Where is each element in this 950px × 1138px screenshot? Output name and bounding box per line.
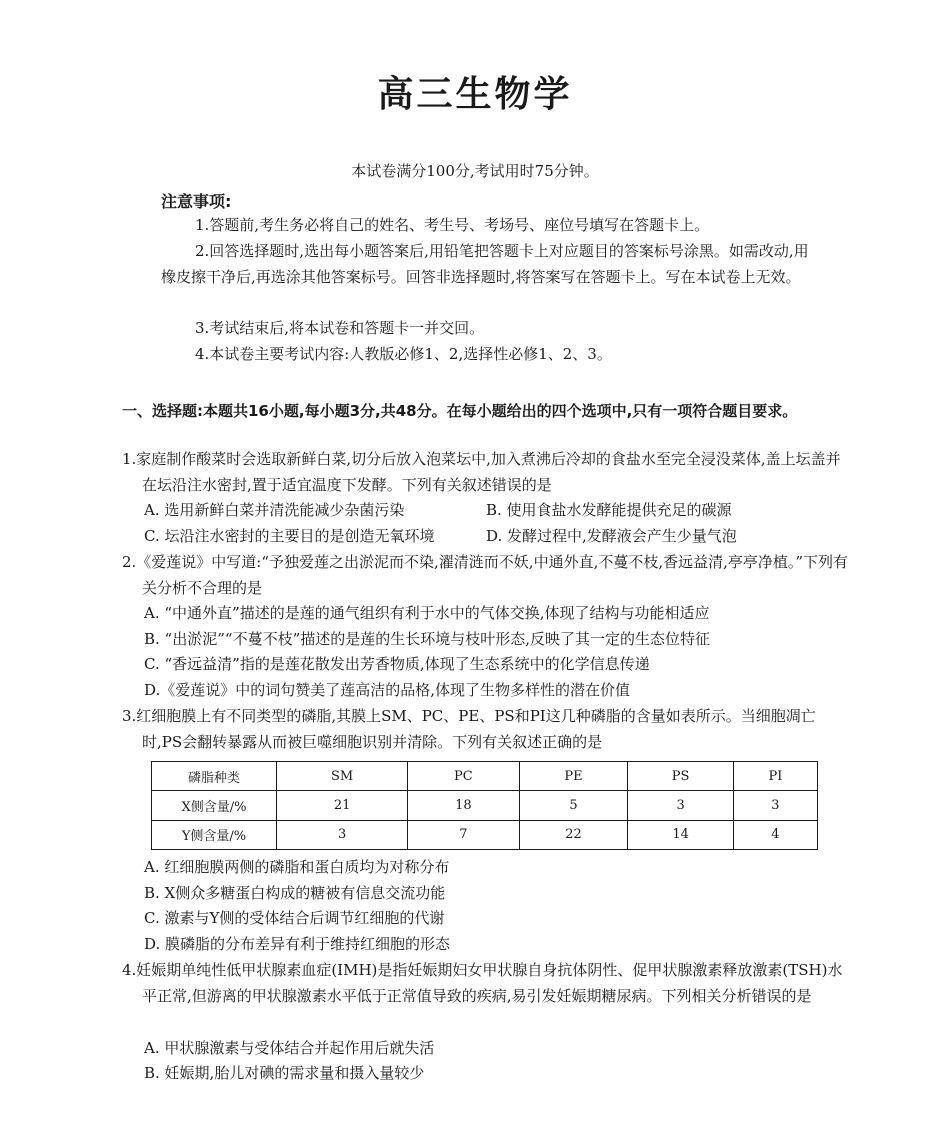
table-cell: 3 bbox=[733, 791, 817, 820]
table-cell: 21 bbox=[277, 791, 408, 820]
table-header-cell: SM bbox=[277, 762, 408, 791]
table-header-cell: PE bbox=[519, 762, 628, 791]
table-row-y bbox=[152, 820, 818, 849]
question-2-option-b: B. “出淤泥”“不蔓不枝”描述的是莲的生长环境与枝叶形态,反映了其一定的生态位特征 bbox=[144, 630, 711, 648]
question-3-option-d: D. 膜磷脂的分布差异有利于维持红细胞的形态 bbox=[144, 935, 451, 953]
notice-item-4: 4.本试卷主要考试内容:人教版必修1、2,选择性必修1、2、3。 bbox=[195, 345, 612, 363]
table-cell: 22 bbox=[519, 820, 628, 849]
notice-item-3: 3.考试结束后,将本试卷和答题卡一并交回。 bbox=[195, 319, 485, 337]
question-2-option-d: D.《爱莲说》中的词句赞美了莲高洁的品格,体现了生物多样性的潜在价值 bbox=[144, 681, 631, 699]
table-header-cell: 磷脂种类 bbox=[152, 762, 277, 791]
table-cell: 7 bbox=[408, 820, 519, 849]
notice-item-1: 1.答题前,考生务必将自己的姓名、考生号、考场号、座位号填写在答题卡上。 bbox=[195, 216, 710, 234]
question-3-stem: 3.红细胞膜上有不同类型的磷脂,其膜上SM、PC、PE、PS和PI这几种磷脂的含量如表所示。当细胞凋亡时,PS会翻转暴露从而被巨噬细胞识别并清除。下列有关叙述正确的是 bbox=[122, 707, 816, 751]
table-cell: 3 bbox=[628, 791, 733, 820]
table-row-x bbox=[152, 791, 818, 820]
section-heading: 一、选择题:本题共16小题,每小题3分,共48分。在每小题给出的四个选项中,只有一项符合题目要求。 bbox=[122, 402, 798, 420]
question-4-option-b: B. 妊娠期,胎儿对碘的需求量和摄入量较少 bbox=[144, 1064, 425, 1082]
table-header-cell: PS bbox=[628, 762, 733, 791]
table-header-row bbox=[152, 762, 818, 791]
table-cell: 18 bbox=[408, 791, 519, 820]
question-2-stem: 2.《爱莲说》中写道:“予独爱莲之出淤泥而不染,濯清涟而不妖,中通外直,不蔓不枝,香远益清,亭亭净植。”下列有关分析不合理的是 bbox=[122, 553, 849, 597]
notice-item-2: 2.回答选择题时,选出每小题答案后,用铅笔把答题卡上对应题目的答案标号涂黑。如需改动,用橡皮擦干净后,再选涂其他答案标号。回答非选择题时,将答案写在答题卡上。写在本试卷上无效。 bbox=[161, 242, 809, 286]
question-3-option-a: A. 红细胞膜两侧的磷脂和蛋白质均为对称分布 bbox=[144, 858, 450, 876]
phospholipid-table bbox=[151, 761, 818, 850]
question-2-option-a: A. “中通外直”描述的是莲的通气组织有利于水中的气体交换,体现了结构与功能相适应 bbox=[144, 604, 710, 622]
question-4-option-a: A. 甲状腺激素与受体结合并起作用后就失活 bbox=[144, 1039, 435, 1057]
table-cell: X侧含量/% bbox=[152, 791, 277, 820]
table-cell: 3 bbox=[277, 820, 408, 849]
table-header-cell: PI bbox=[733, 762, 817, 791]
question-1-option-c: C. 坛沿注水密封的主要目的是创造无氧环境 bbox=[144, 527, 435, 545]
question-3-option-b: B. X侧众多糖蛋白构成的糖被有信息交流功能 bbox=[144, 884, 446, 902]
question-4-stem: 4.妊娠期单纯性低甲状腺素血症(IMH)是指妊娠期妇女甲状腺自身抗体阴性、促甲状腺激素释放激素(TSH)水平正常,但游离的甲状腺激素水平低于正常值导致的疾病,易引发妊娠期糖尿病。下列相关分析错误的是 bbox=[122, 961, 843, 1005]
table-cell: 4 bbox=[733, 820, 817, 849]
question-2-option-c: C. “香远益清”指的是莲花散发出芳香物质,体现了生态系统中的化学信息传递 bbox=[144, 655, 650, 673]
question-1-option-a: A. 选用新鲜白菜并清洗能减少杂菌污染 bbox=[144, 501, 405, 519]
notice-heading: 注意事项: bbox=[161, 192, 232, 211]
page-title: 高三生物学 bbox=[377, 74, 573, 115]
table-cell: 14 bbox=[628, 820, 733, 849]
question-1-stem: 1.家庭制作酸菜时会选取新鲜白菜,切分后放入泡菜坛中,加入煮沸后冷却的食盐水至完全浸没菜体,盖上坛盖并在坛沿注水密封,置于适宜温度下发酵。下列有关叙述错误的是 bbox=[122, 450, 841, 494]
question-3-option-c: C. 激素与Y侧的受体结合后调节红细胞的代谢 bbox=[144, 909, 445, 927]
question-1-option-d: D. 发酵过程中,发酵液会产生少量气泡 bbox=[486, 527, 737, 545]
table-cell: Y侧含量/% bbox=[152, 820, 277, 849]
exam-info: 本试卷满分100分,考试用时75分钟。 bbox=[351, 162, 599, 180]
question-1-option-b: B. 使用食盐水发酵能提供充足的碳源 bbox=[486, 501, 732, 519]
table-header-cell: PC bbox=[408, 762, 519, 791]
table-cell: 5 bbox=[519, 791, 628, 820]
